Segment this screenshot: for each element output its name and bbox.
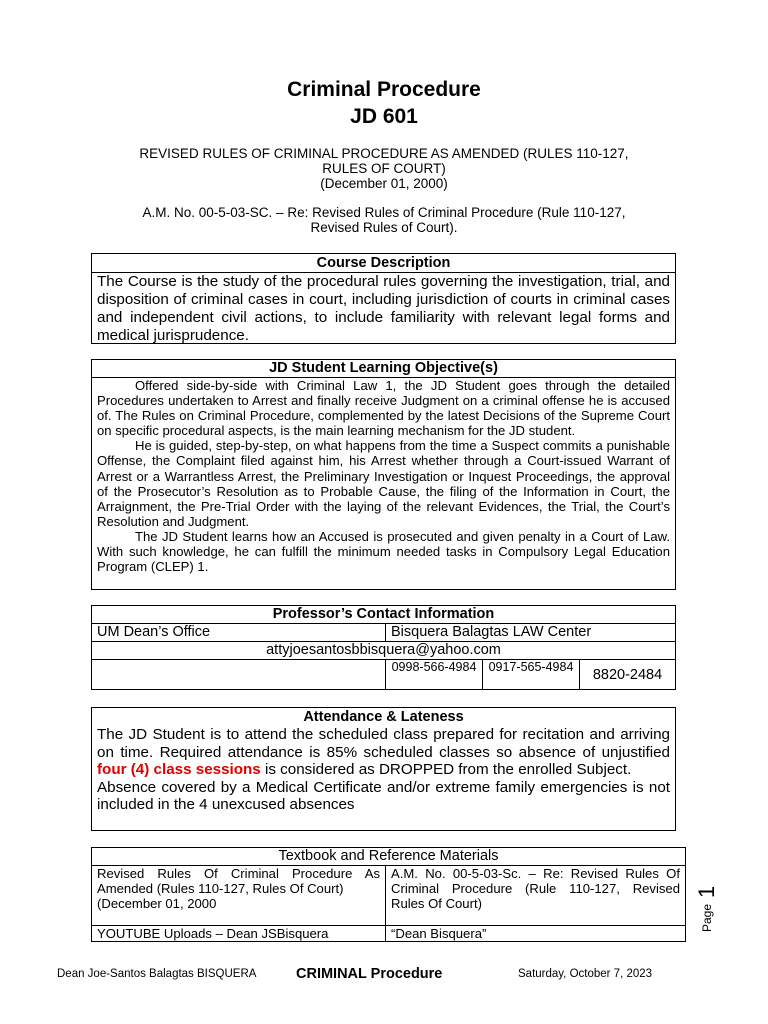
textbook-left-1-title: Revised Rules Of Criminal Procedure As Amended (Rules 110-127, Rules Of Court) (97, 866, 380, 896)
course-description-box (91, 253, 676, 344)
textbook-left-1-date: (December 01, 2000 (97, 896, 217, 911)
objectives-paragraph-1: Offered side-by-side with Criminal Law 1, the JD Student goes through the detailed Procedures undertaken to Arrest and finally receive Judgment on a criminal offense he is accused of. The Rules on Criminal Procedure, complemented by the latest Decisions of the Supreme Court on specific procedural aspects, is the main learning mechanism for the JD student. (97, 378, 670, 439)
textbook-right-2: “Dean Bisquera” (386, 926, 686, 942)
contact-table (91, 605, 676, 690)
subtitle-block (100, 146, 668, 191)
subtitle-line-1: REVISED RULES OF CRIMINAL PROCEDURE AS AMENDED (RULES 110-127, (139, 146, 629, 161)
textbook-right-1: A.M. No. 00-5-03-Sc. – Re: Revised Rules Of Criminal Procedure (Rule 110-127, Revised Rules Of Court) (386, 866, 686, 926)
office-cell: UM Dean’s Office (92, 624, 386, 642)
phone-2-cell: 0917-565-4984 (483, 660, 580, 690)
textbook-left-2: YOUTUBE Uploads – Dean JSBisquera (92, 926, 386, 942)
course-description-heading: Course Description (92, 254, 675, 273)
blank-cell (92, 660, 386, 690)
course-code: JD 601 (350, 105, 418, 128)
footer-course: CRIMINAL Procedure (296, 966, 443, 982)
am-line-2: Revised Rules of Court). (310, 220, 458, 235)
page-number-label (680, 870, 720, 940)
objectives-paragraph-2: He is guided, step-by-step, on what happens from the time a Suspect commits a punishable Offense, the Complaint filed against him, his Arrest whether through a Court-issued Warrant of Arrest or a Warrantless Arrest, the Preliminary Investigation or Inquest Proceedings, the approval of the Prosecutor’s Resolution as to Probable Cause, the filing of the Information in Court, the Arraignment, the Pre-Trial Order with the laying of the relevant Evidences, the Trial, the Court’s Resolution and Judgment. (97, 438, 670, 529)
email-cell[interactable]: attyjoesantosbbisquera@yahoo.com (92, 642, 676, 660)
textbook-left-1 (92, 866, 386, 926)
objectives-paragraph-3: The JD Student learns how an Accused is prosecuted and given penalty in a Court of Law. With such knowledge, he can fulfill the minimum needed tasks in Compulsory Legal Education Program (CLEP) 1. (97, 528, 670, 575)
attendance-box (91, 707, 676, 831)
subtitle-line-2: RULES OF COURT) (322, 161, 446, 176)
page-word: Page (700, 903, 714, 932)
subtitle-line-3: (December 01, 2000) (320, 176, 448, 191)
objectives-body (92, 378, 675, 574)
footer-author: Dean Joe-Santos Balagtas BISQUERA (57, 968, 257, 980)
contact-heading: Professor’s Contact Information (92, 606, 676, 624)
attendance-text-2: Absence covered by a Medical Certificate and/or extreme family emergencies is not included in the 4 unexcused absences (97, 778, 670, 813)
attendance-text-after: is considered as DROPPED from the enrolled Subject. (260, 761, 632, 778)
objectives-heading: JD Student Learning Objective(s) (92, 360, 675, 378)
course-description-text: The Course is the study of the procedural rules governing the investigation, trial, and disposition of criminal cases in court, including jurisdiction of courts in criminal cases and independent civil actions, to include familiarity with relevant legal forms and medical jurisprudence. (97, 273, 670, 344)
phone-3-cell: 8820-2484 (580, 660, 676, 690)
attendance-text-before: The JD Student is to attend the scheduled class prepared for recitation and arriving on time. Required attendance is 85% scheduled classes so absence of unjustified (97, 726, 670, 761)
page-title: Criminal Procedure (287, 78, 481, 101)
center-cell: Bisquera Balagtas LAW Center (386, 624, 676, 642)
attendance-heading: Attendance & Lateness (303, 709, 464, 725)
textbooks-table (91, 847, 686, 942)
page-number: 1 (694, 885, 719, 898)
am-reference-block (100, 205, 668, 235)
attendance-text (92, 726, 675, 779)
objectives-box (91, 359, 676, 590)
am-line-1: A.M. No. 00-5-03-SC. – Re: Revised Rules of Criminal Procedure (Rule 110-127, (142, 205, 626, 220)
footer-date: Saturday, October 7, 2023 (518, 968, 653, 980)
phone-1-cell: 0998-566-4984 (386, 660, 483, 690)
attendance-highlight: four (4) class sessions (97, 761, 261, 778)
textbooks-heading: Textbook and Reference Materials (92, 848, 686, 866)
